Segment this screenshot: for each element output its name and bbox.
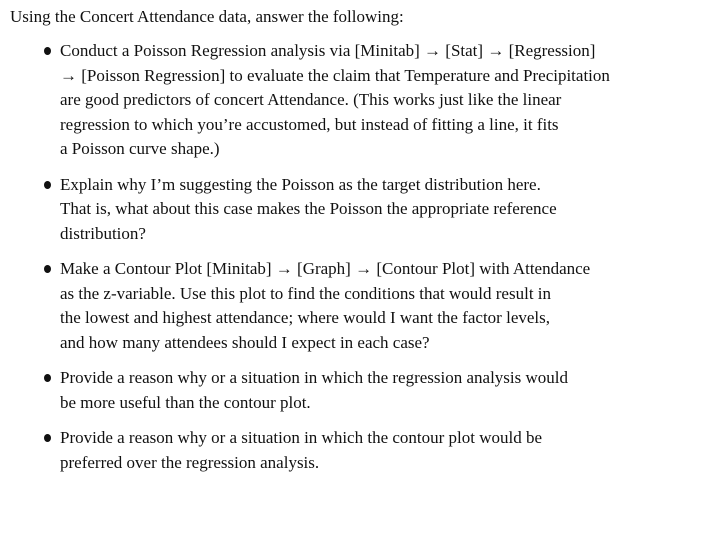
question-line: are good predictors of concert Attendance. (This works just like the linear bbox=[60, 90, 562, 109]
question-list bbox=[0, 39, 720, 486]
question-item bbox=[0, 257, 720, 355]
question-line: regression to which you’re accustomed, but instead of fitting a line, it fits bbox=[60, 114, 559, 134]
bullet-icon bbox=[44, 181, 51, 189]
question-line: distribution? bbox=[60, 223, 146, 243]
question-line: as the z-variable. Use this plot to find the conditions that would result in bbox=[60, 283, 552, 303]
intro-text: Using the Concert Attendance data, answer the following: bbox=[10, 7, 404, 26]
bullet-icon bbox=[44, 374, 51, 382]
question-line: That is, what about this case makes the Poisson the appropriate reference bbox=[60, 199, 557, 218]
bullet-icon bbox=[44, 47, 51, 55]
question-line: Provide a reason why or a situation in which the regression analysis would bbox=[60, 368, 569, 387]
question-line: Conduct a Poisson Regression analysis via [Minitab] → [Stat] → [Regression] bbox=[60, 41, 596, 60]
question-line: preferred over the regression analysis. bbox=[60, 452, 320, 472]
question-item bbox=[0, 366, 720, 415]
bullet-icon bbox=[44, 265, 51, 273]
question-line: a Poisson curve shape.) bbox=[60, 139, 220, 158]
question-line: → [Poisson Regression] to evaluate the claim that Temperature and Precipitation bbox=[60, 65, 610, 85]
question-line: and how many attendees should I expect in each case? bbox=[60, 332, 430, 352]
question-line: the lowest and highest attendance; where would I want the factor levels, bbox=[60, 308, 550, 327]
question-line: Make a Contour Plot [Minitab] → [Graph] → [Contour Plot] with Attendance bbox=[60, 259, 591, 278]
question-line: Provide a reason why or a situation in which the contour plot would be bbox=[60, 428, 543, 447]
question-item bbox=[0, 173, 720, 247]
question-line: be more useful than the contour plot. bbox=[60, 392, 311, 412]
question-line: Explain why I’m suggesting the Poisson as the target distribution here. bbox=[60, 174, 541, 194]
bullet-icon bbox=[44, 434, 51, 442]
question-item bbox=[0, 39, 720, 162]
question-item bbox=[0, 426, 720, 475]
